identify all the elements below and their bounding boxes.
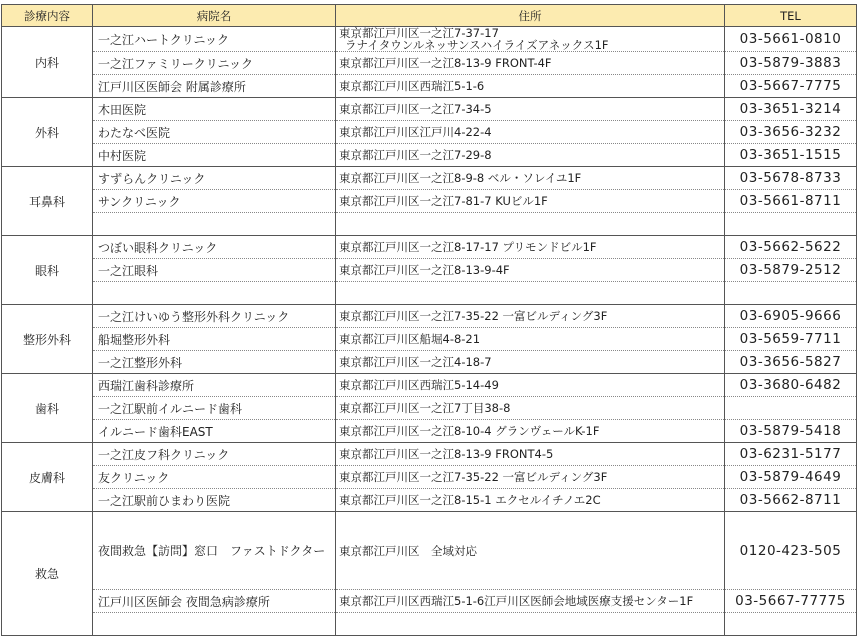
address-cell: 東京都江戸川区一之江7-34-5 (336, 98, 725, 121)
hospital-name: 江戸川区医師会 夜間急病診療所 (93, 590, 336, 613)
hospital-name: 江戸川区医師会 附属診療所 (93, 75, 336, 98)
table-row (2, 27, 857, 52)
table-row (2, 98, 857, 121)
address-cell: 東京都江戸川区江戸川4-22-4 (336, 121, 725, 144)
department-cell: 耳鼻科 (2, 167, 93, 236)
address-cell: 東京都江戸川区一之江7-35-22 一富ビルディング3F (336, 466, 725, 489)
tel-cell: 03-5667-7775 (725, 75, 857, 98)
tel-cell: 0120-423-505 (725, 512, 857, 590)
hospital-name: 西瑞江歯科診療所 (93, 374, 336, 397)
header-row (2, 5, 857, 27)
address-cell: 東京都江戸川区船堀4-8-21 (336, 328, 725, 351)
department-cell: 救急 (2, 512, 93, 636)
address-cell: 東京都江戸川区一之江8-13-9 FRONT-4F (336, 52, 725, 75)
table-row (2, 512, 857, 590)
hospital-name: 一之江皮フ科クリニック (93, 443, 336, 466)
tel-cell (725, 282, 857, 305)
address-cell (336, 282, 725, 305)
hospital-name: つぼい眼科クリニック (93, 236, 336, 259)
address-cell: 東京都江戸川区一之江8-15-1 エクセルイチノエ2C (336, 489, 725, 512)
address-cell: 東京都江戸川区一之江8-17-17 プリモンドビル1F (336, 236, 725, 259)
tel-cell: 03-5879-5418 (725, 420, 857, 443)
address-cell: 東京都江戸川区一之江4-18-7 (336, 351, 725, 374)
tel-cell: 03-5667-77775 (725, 590, 857, 613)
address-cell: 東京都江戸川区一之江8-10-4 グランヴェールK-1F (336, 420, 725, 443)
tel-cell: 03-5659-7711 (725, 328, 857, 351)
address-cell: 東京都江戸川区西瑞江5-14-49 (336, 374, 725, 397)
hospital-name: 友クリニック (93, 466, 336, 489)
tel-cell: 03-5879-3883 (725, 52, 857, 75)
hospital-name: 一之江駅前イルニード歯科 (93, 397, 336, 420)
header-tel: TEL (725, 5, 857, 27)
table-row (2, 144, 857, 167)
table-row (2, 121, 857, 144)
address-cell: 東京都江戸川区一之江7-81-7 KUビル1F (336, 190, 725, 213)
address-line: 東京都江戸川区一之江7-37-17 (339, 26, 499, 40)
address-cell: 東京都江戸川区一之江7-29-8 (336, 144, 725, 167)
table-row (2, 236, 857, 259)
tel-cell: 03-5678-8733 (725, 167, 857, 190)
department-cell: 皮膚科 (2, 443, 93, 512)
table-row (2, 351, 857, 374)
tel-cell: 03-5662-8711 (725, 489, 857, 512)
address-cell: 東京都江戸川区西瑞江5-1-6江戸川区医師会地域医療支援センター1F (336, 590, 725, 613)
header-hospital: 病院名 (93, 5, 336, 27)
tel-cell: 03-3680-6482 (725, 374, 857, 397)
tel-cell: 03-3651-1515 (725, 144, 857, 167)
address-cell (336, 213, 725, 236)
tel-cell (725, 613, 857, 636)
table-row (2, 213, 857, 236)
hospital-name: 木田医院 (93, 98, 336, 121)
clinic-directory-table (1, 4, 857, 636)
tel-cell: 03-3651-3214 (725, 98, 857, 121)
department-cell: 歯科 (2, 374, 93, 443)
address-cell (336, 613, 725, 636)
table-row (2, 190, 857, 213)
hospital-name: 一之江ファミリークリニック (93, 52, 336, 75)
table-row (2, 328, 857, 351)
address-cell: 東京都江戸川区一之江7丁目38-8 (336, 397, 725, 420)
department-cell: 外科 (2, 98, 93, 167)
table-row (2, 590, 857, 613)
hospital-name: 一之江ハートクリニック (93, 27, 336, 52)
table-row (2, 167, 857, 190)
table-row (2, 52, 857, 75)
hospital-name: イルニード歯科EAST (93, 420, 336, 443)
tel-cell: 03-5662-5622 (725, 236, 857, 259)
hospital-name: 夜間救急【訪問】窓口 ファストドクター (93, 512, 336, 590)
department-cell: 内科 (2, 27, 93, 98)
table-row (2, 75, 857, 98)
hospital-name (93, 282, 336, 305)
header-department: 診療内容 (2, 5, 93, 27)
address-cell: 東京都江戸川区 全域対応 (336, 512, 725, 590)
header-address: 住所 (336, 5, 725, 27)
hospital-name: 中村医院 (93, 144, 336, 167)
table-row (2, 374, 857, 397)
hospital-name: すずらんクリニック (93, 167, 336, 190)
tel-cell: 03-3656-3232 (725, 121, 857, 144)
table-row (2, 259, 857, 282)
table-row (2, 282, 857, 305)
hospital-name (93, 213, 336, 236)
hospital-name: 一之江整形外科 (93, 351, 336, 374)
address-cell: 東京都江戸川区西瑞江5-1-6 (336, 75, 725, 98)
table-row (2, 489, 857, 512)
department-cell: 整形外科 (2, 305, 93, 374)
address-cell: 東京都江戸川区一之江8-13-9-4F (336, 259, 725, 282)
tel-cell (725, 397, 857, 420)
department-cell: 眼科 (2, 236, 93, 305)
table-row (2, 305, 857, 328)
hospital-name: わたなべ医院 (93, 121, 336, 144)
table-row (2, 613, 857, 636)
table-row (2, 397, 857, 420)
tel-cell: 03-5661-0810 (725, 27, 857, 52)
hospital-name: サンクリニック (93, 190, 336, 213)
tel-cell: 03-6231-5177 (725, 443, 857, 466)
table-row (2, 443, 857, 466)
address-cell: 東京都江戸川区一之江8-13-9 FRONT4-5 (336, 443, 725, 466)
tel-cell: 03-5879-2512 (725, 259, 857, 282)
address-cell: 東京都江戸川区一之江8-9-8 ベル・ソレイユ1F (336, 167, 725, 190)
hospital-name: 一之江眼科 (93, 259, 336, 282)
table-row (2, 420, 857, 443)
hospital-name: 一之江けいゆう整形外科クリニック (93, 305, 336, 328)
tel-cell: 03-6905-9666 (725, 305, 857, 328)
tel-cell: 03-3656-5827 (725, 351, 857, 374)
address-cell (336, 27, 725, 52)
table-row (2, 466, 857, 489)
tel-cell: 03-5661-8711 (725, 190, 857, 213)
tel-cell (725, 213, 857, 236)
address-cell: 東京都江戸川区一之江7-35-22 一富ビルディング3F (336, 305, 725, 328)
hospital-name: 一之江駅前ひまわり医院 (93, 489, 336, 512)
hospital-name (93, 613, 336, 636)
address-line-2: ラナイタウンルネッサンスハイライズアネックス1F (345, 38, 609, 52)
tel-cell: 03-5879-4649 (725, 466, 857, 489)
hospital-name: 船堀整形外科 (93, 328, 336, 351)
